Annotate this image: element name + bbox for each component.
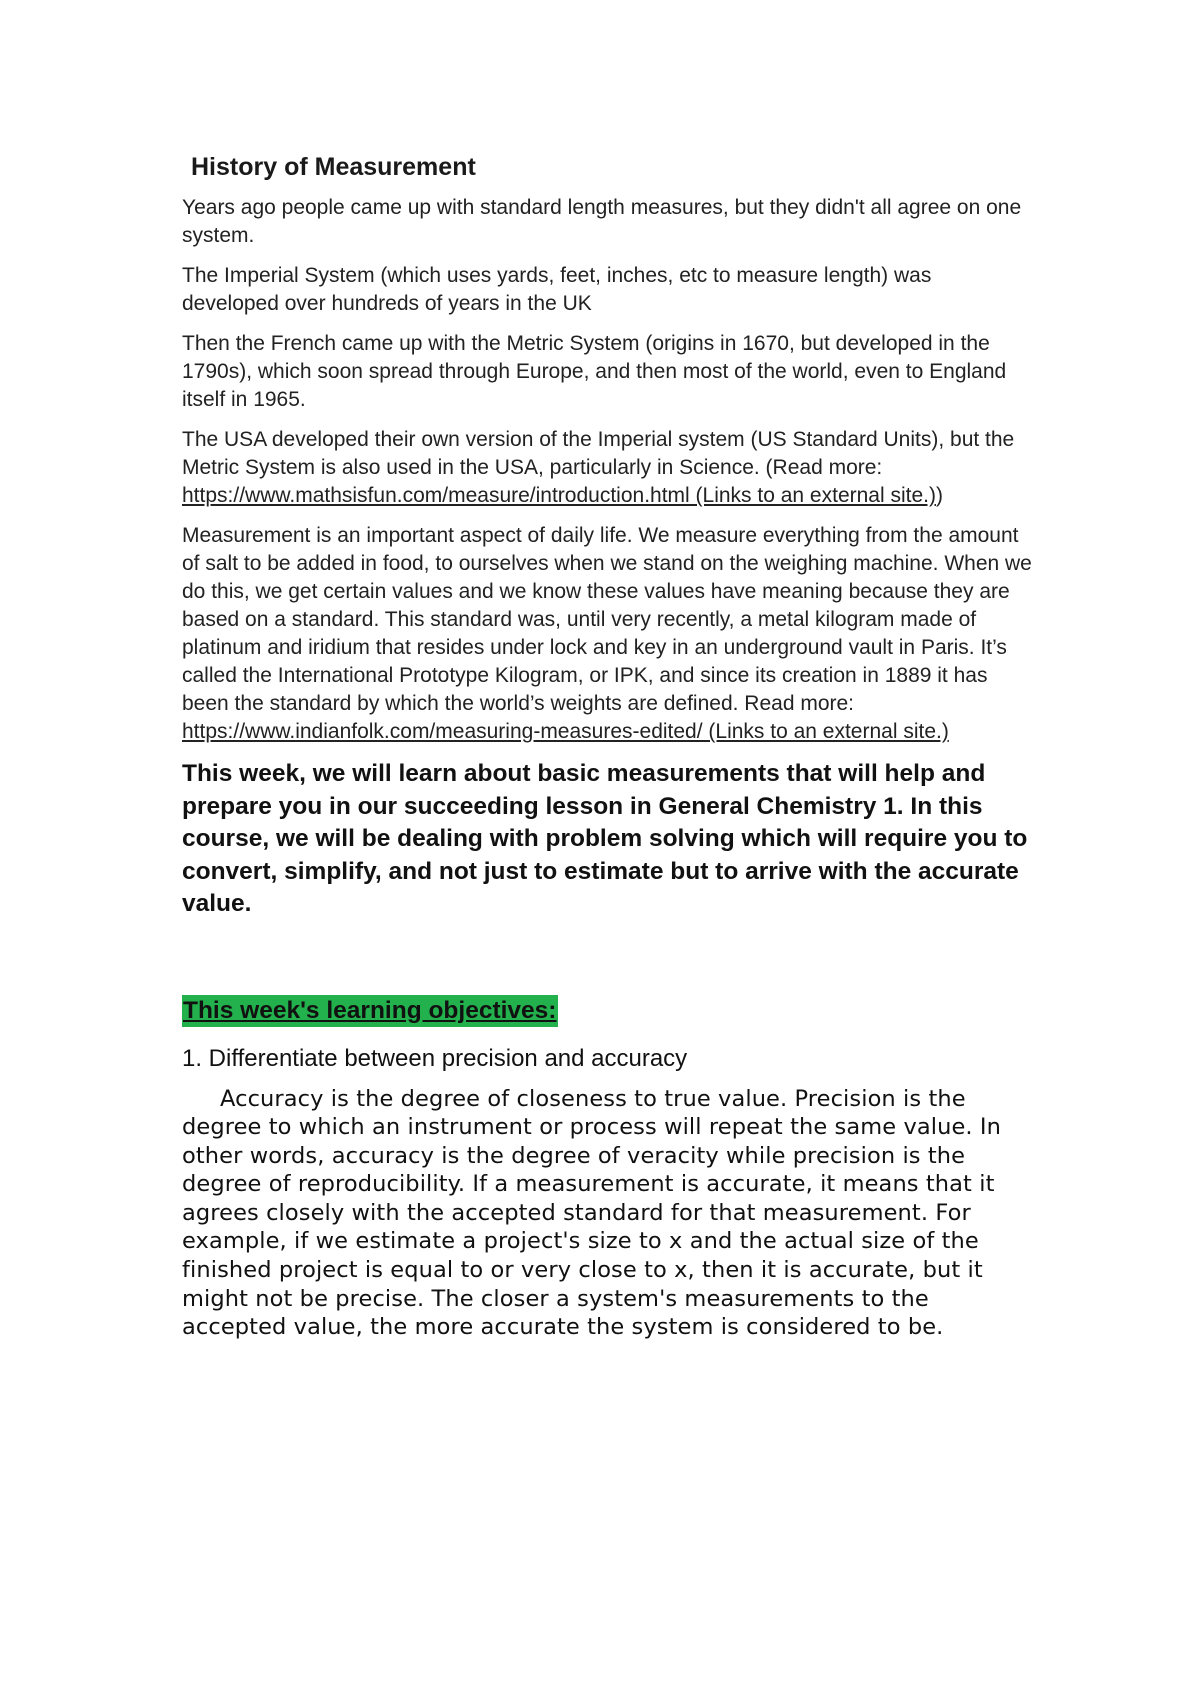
- paragraph-measurement-importance: [182, 522, 1032, 746]
- mathsisfun-link[interactable]: https://www.mathsisfun.com/measure/introduction.html (Links to an external site.): [182, 484, 936, 507]
- measurement-text: Measurement is an important aspect of daily life. We measure everything from the amount of salt to be added in food, to ourselves when we stand on the weighing machine. When we do this, we get certain values and we know these values have meaning because they are based on a standard. This standard was, until very recently, a metal kilogram made of platinum and iridium that resides under lock and key in an underground vault in Paris. It’s called the International Prototype Kilogram, or IPK, and since its creation in 1889 it has been the standard by which the world’s weights are defined. Read more:: [182, 524, 1032, 715]
- objectives-heading: This week's learning objectives:: [182, 995, 558, 1027]
- paragraph-metric-system: Then the French came up with the Metric System (origins in 1670, but developed in the 1790s), which soon spread through Europe, and then most of the world, even to England itself in 1965.: [182, 332, 1007, 411]
- objective-1-label: 1. Differentiate between precision and accuracy: [182, 1044, 688, 1072]
- paragraph-imperial-system: The Imperial System (which uses yards, feet, inches, etc to measure length) was developed over hundreds of years in the UK: [182, 264, 932, 315]
- paragraph-standard-measures: Years ago people came up with standard length measures, but they didn't all agree on one system.: [182, 196, 1022, 247]
- objective-1-body: Accuracy is the degree of closeness to true value. Precision is the degree to which an instrument or process will repeat the same value. In other words, accuracy is the degree of veracity while precision is the degree of reproducibility. If a measurement is accurate, it means that it agrees closely with the accepted standard for that measurement. For example, if we estimate a project's size to x and the actual size of the finished project is equal to or very close to x, then it is accurate, but it might not be precise. The closer a system's measurements to the accepted value, the more accurate the system is considered to be.: [182, 1085, 1002, 1341]
- indianfolk-link[interactable]: https://www.indianfolk.com/measuring-measures-edited/ (Links to an external site.): [182, 720, 949, 743]
- paragraph-usa-units: [182, 426, 1032, 510]
- usa-text-closing: ): [935, 484, 943, 507]
- usa-text: The USA developed their own version of the Imperial system (US Standard Units), but the Metric System is also used in the USA, particularly in Science. (Read more:: [182, 428, 1015, 479]
- week-intro: This week, we will learn about basic measurements that will help and prepare you in our succeeding lesson in General Chemistry 1. In this course, we will be dealing with problem solving which will require you to convert, simplify, and not just to estimate but to arrive with the accurate value.: [182, 760, 1028, 917]
- document-content: [182, 150, 1032, 1342]
- page-title: History of Measurement: [191, 153, 476, 181]
